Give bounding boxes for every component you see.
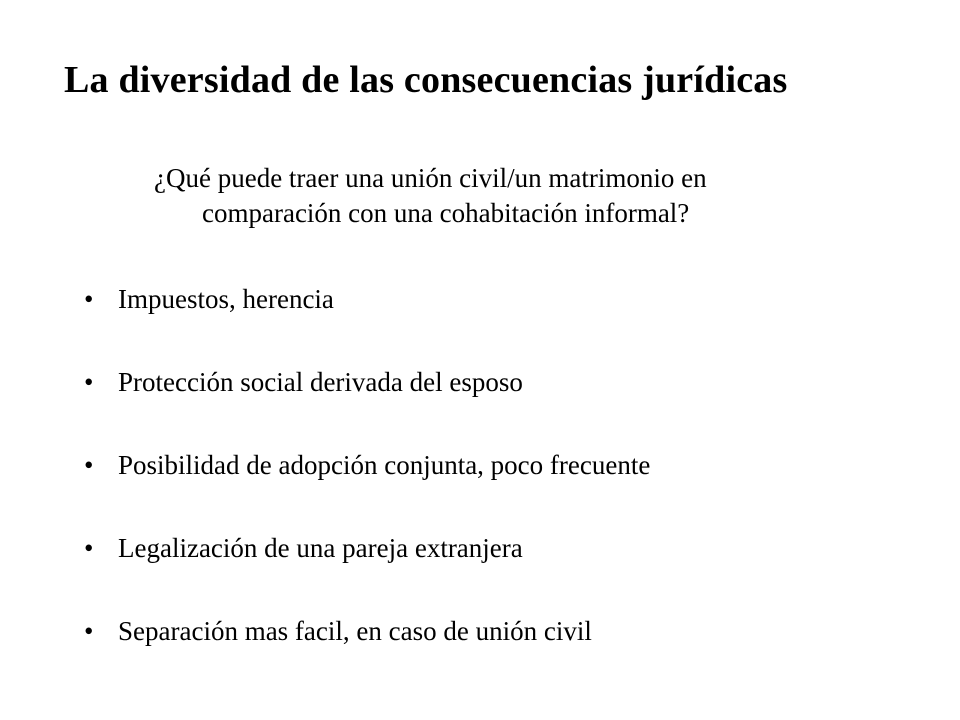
bullet-icon: • — [84, 533, 94, 563]
bullet-item-social-protection — [84, 364, 650, 401]
bullet-text: Impuestos, herencia — [118, 284, 334, 314]
bullet-item-taxes — [84, 281, 650, 318]
bullet-item-separation — [84, 613, 650, 650]
question-line-1: ¿Qué puede traer una unión civil/un matrimonio en — [154, 163, 707, 193]
bullet-text: Protección social derivada del esposo — [118, 367, 523, 397]
bullet-text: Separación mas facil, en caso de unión civil — [118, 616, 592, 646]
bullet-item-legalization — [84, 530, 650, 567]
question-text — [154, 161, 814, 231]
bullet-icon: • — [84, 367, 94, 397]
bullet-text: Legalización de una pareja extranjera — [118, 533, 523, 563]
slide-title: La diversidad de las consecuencias jurídicas — [64, 59, 788, 101]
bullet-icon: • — [84, 284, 94, 314]
bullet-list — [84, 281, 650, 696]
bullet-item-adoption — [84, 447, 650, 484]
bullet-text: Posibilidad de adopción conjunta, poco frecuente — [118, 450, 651, 480]
bullet-icon: • — [84, 450, 94, 480]
question-line-2: comparación con una cohabitación informal? — [202, 198, 690, 228]
bullet-icon: • — [84, 616, 94, 646]
